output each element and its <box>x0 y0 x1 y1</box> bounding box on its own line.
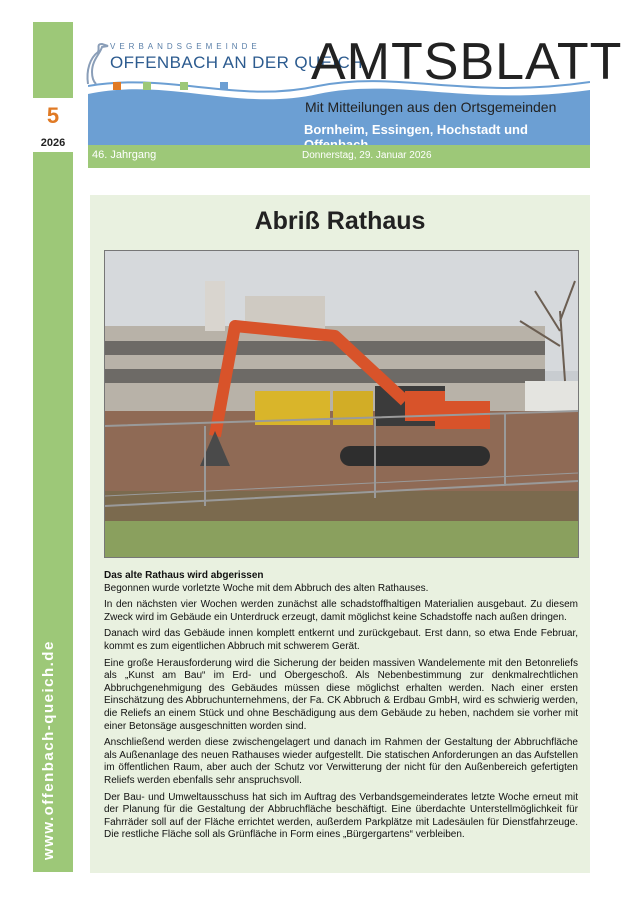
paragraph: Danach wird das Gebäude innen komplett entkernt und zurückgebaut. Erst dann, so etwa Ende Februar, kommt es zum eigentlichen Abbruch mit schwerem Gerät. <box>104 628 578 652</box>
paragraph: In den nächsten vier Wochen werden zunächst alle schadstoffhaltigen Materialien ausgebaut. Zu diesem Zweck wird im Gebäude ein Unterdruck erzeugt, damit möglichst keine Schadstoffe nach außen dringen. <box>104 599 578 623</box>
article-heading: Das alte Rathaus wird abgerissen <box>104 570 264 581</box>
municipalities: Bornheim, Essingen, Hochstadt und <box>304 122 528 137</box>
issue-year: 2026 <box>33 134 73 152</box>
issue-info-band <box>88 145 590 168</box>
paragraph: Eine große Herausforderung wird die Sicherung der beiden massiven Wandelemente mit den Betonreliefs als „Kunst am Bau“ im Erd- und Obergeschoß. Als Nebenbestimmung zur denkmalrechtlichen Abbruchgenehmigung des Gebäudes müssen diese möglichst erhalten werden. Nach einer ersten Einschätzung des Abbruchunternehmens, der Fa. CK Abbruch & Erdbau GmbH, wird es schwierig werden, die Reliefs an einem Stück und ohne Beschädigung aus dem Gebäude zu heben, nachdem sie vorher mit einer Betonsäge ausgeschnitten worden sind. <box>104 657 578 732</box>
issue-number-box <box>33 98 73 134</box>
paragraph: Begonnen wurde vorletzte Woche mit dem Abbruch des alten Rathauses. <box>104 582 429 594</box>
paragraph: Der Bau- und Umweltausschuss hat sich im Auftrag des Verbandsgemeinderates letzte Woche erneut mit der Planung für die Gestaltung der Abbruchfläche beschäftigt. Eine überdachte Unterstellmöglichkeit für Fahrräder soll auf der Fläche errichtet werden, außerdem Parkplätze mit Ladesäulen für Dienstfahrzeuge. Die restliche Fläche soll als Grünfläche in Form eines „Bürgergartens“ verbleiben. <box>104 791 578 841</box>
organization-name: OFFENBACH AN DER QUEICH <box>110 53 363 72</box>
municipalities-band <box>88 118 590 145</box>
heron-logo-icon <box>82 40 110 86</box>
website-url-vertical <box>40 640 60 860</box>
website-url: www.offenbach-queich.de <box>40 640 57 860</box>
subtitle: Mit Mitteilungen aus den Ortsgemeinden <box>305 99 557 115</box>
verbandsgemeinde-label: VERBANDSGEMEINDE <box>110 42 261 51</box>
masthead-title: AMTSBLATT <box>311 33 623 91</box>
demolition-excavator-photo <box>104 250 579 558</box>
article-title: Abriß Rathaus <box>254 207 426 235</box>
issue-number: 5 <box>46 103 60 128</box>
paragraph: Anschließend werden diese zwischengelagert und danach im Rahmen der Gestaltung der Abbruchfläche als Außenanlage des neuen Rathauses wieder aufgestellt. Die statischen Anforderungen an das Aufstellen im öffentlichen Raum, aber auch der Schutz vor Verwitterung der nicht für den Außenbereich gefertigten Reliefs werden ebenfalls sehr anspruchsvoll. <box>104 737 578 786</box>
volume: 46. Jahrgang <box>92 149 157 161</box>
issue-date: Donnerstag, 29. Januar 2026 <box>302 150 432 161</box>
article-box <box>90 195 590 873</box>
article-text <box>104 570 578 846</box>
